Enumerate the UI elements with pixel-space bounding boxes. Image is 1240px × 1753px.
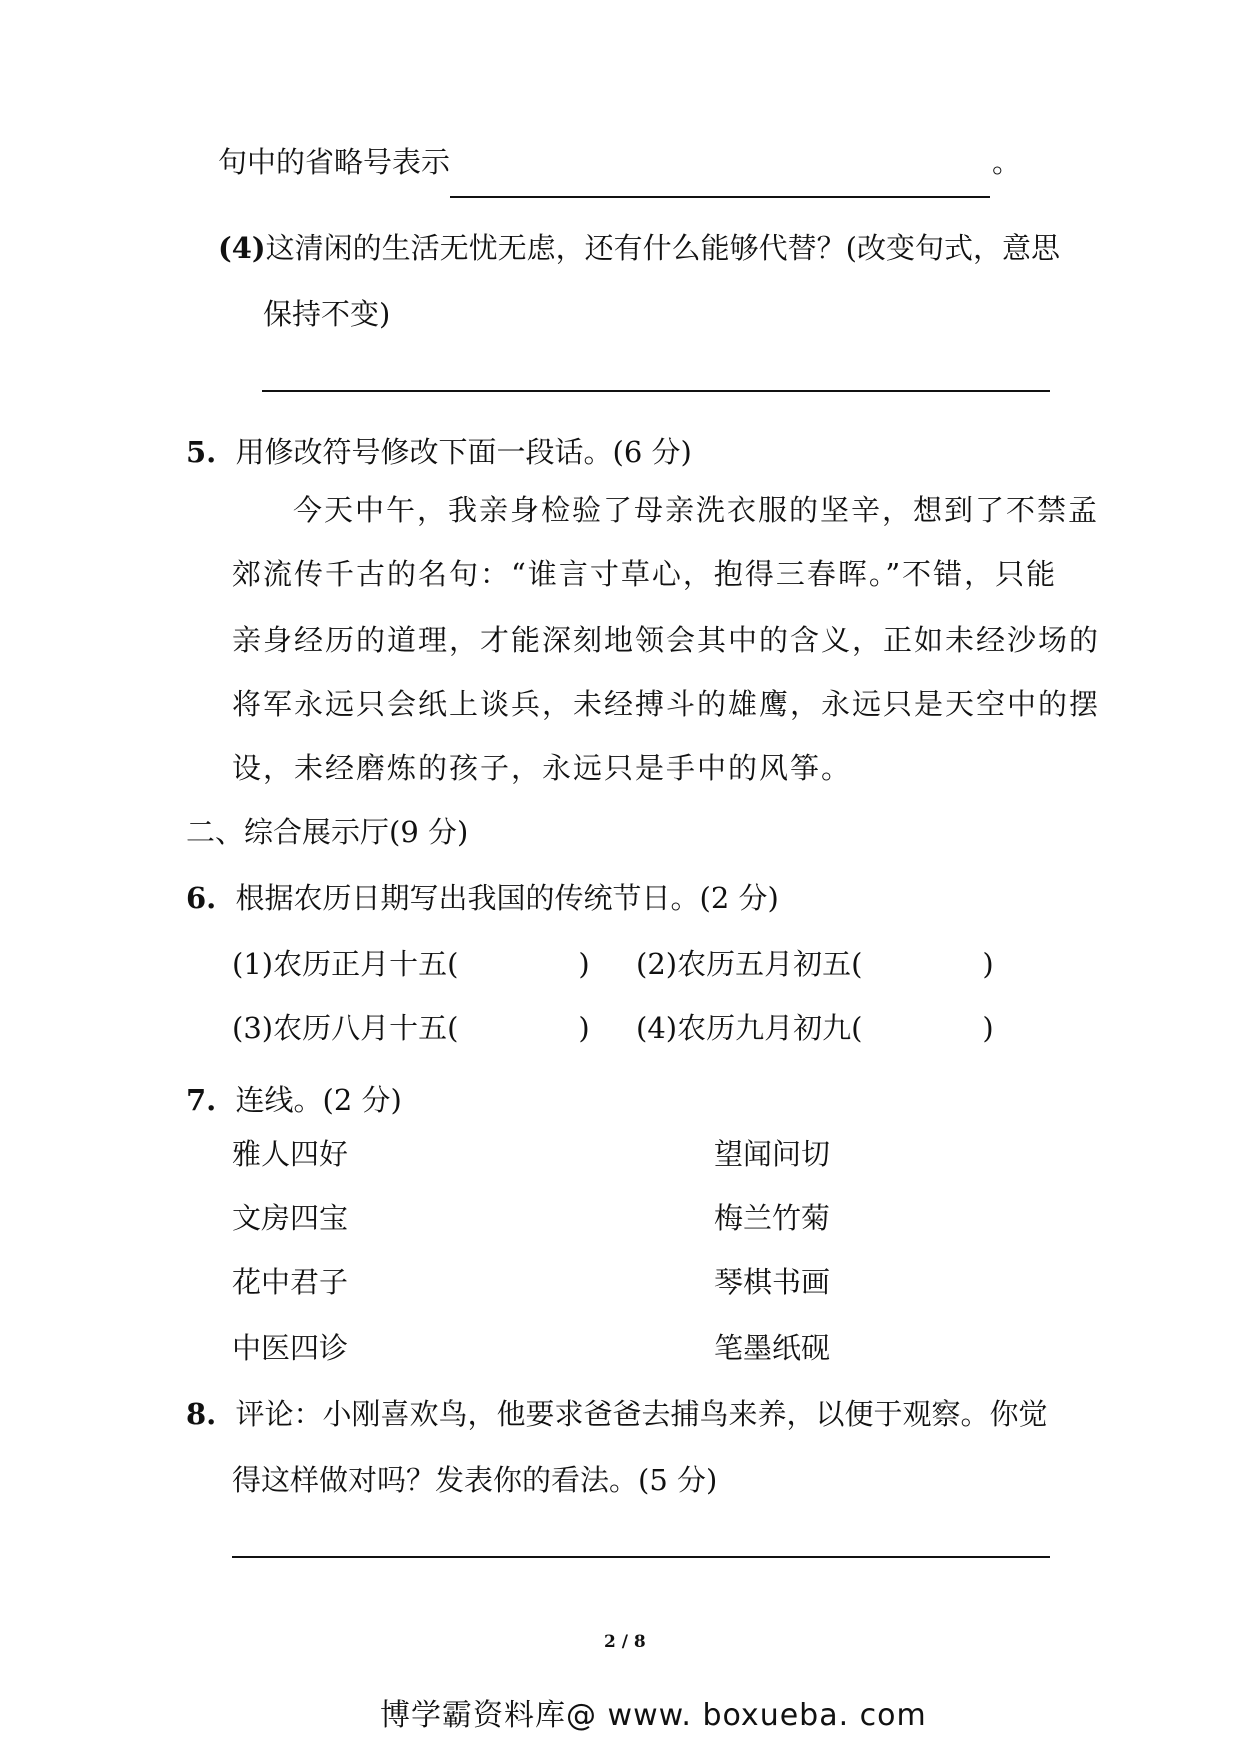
q5-number: 5. [186, 435, 217, 469]
q5-heading [186, 432, 692, 472]
q5-paragraph-line-3: 亲身经历的道理，才能深刻地领会其中的含义，正如未经沙场的 [232, 623, 1101, 657]
q5-paragraph-line-4: 将军永远只会纸上谈兵，未经搏斗的雄鹰，永远只是天空中的摆 [232, 687, 1101, 721]
q7-left-item[interactable]: 文房四宝 [232, 1201, 349, 1235]
q7-left-item[interactable]: 雅人四好 [232, 1137, 349, 1171]
q6-item-3[interactable]: (3)农历八月十五( ) [232, 1011, 590, 1045]
q6-item-1[interactable]: (1)农历正月十五( ) [232, 947, 590, 981]
section-2-title: 二、综合展示厅(9 分) [186, 815, 469, 849]
q7-heading [186, 1080, 402, 1120]
answer-line-sub4[interactable] [262, 390, 1050, 392]
q4-sub4-text2: 保持不变) [263, 297, 391, 331]
q7-right-item[interactable]: 琴棋书画 [714, 1265, 831, 1299]
q7-right-item[interactable]: 笔墨纸砚 [714, 1331, 831, 1365]
q5-paragraph-line-5: 设，未经磨炼的孩子，永远只是手中的风筝。 [232, 751, 853, 785]
q8-prompt-line1: 评论：小刚喜欢鸟，他要求爸爸去捕鸟来养，以便于观察。你觉 [235, 1397, 1048, 1431]
q7-prompt: 连线。(2 分) [235, 1083, 402, 1117]
q8-number: 8. [186, 1397, 217, 1431]
q5-paragraph-line-2: 郊流传千古的名句：“谁言寸草心，抱得三春晖。”不错，只能 [232, 557, 1058, 591]
q4-sub4-text: 这清闲的生活无忧无虑，还有什么能够代替？(改变句式，意思 [265, 231, 1060, 265]
q6-item-2[interactable]: (2)农历五月初五( ) [636, 947, 994, 981]
q5-paragraph-line-1: 今天中午，我亲身检验了母亲洗衣服的坚辛，想到了不禁孟 [293, 493, 1100, 527]
q4-sub4 [218, 228, 1060, 268]
q7-number: 7. [186, 1083, 217, 1117]
q4-line1-suffix: 。 [992, 145, 1022, 179]
q4-line1-prefix: 句中的省略号表示 [218, 145, 451, 179]
answer-line-q8[interactable] [232, 1556, 1050, 1558]
q4-sub4-label: (4) [218, 231, 266, 265]
answer-line-ellipsis[interactable] [450, 196, 990, 198]
q7-left-item[interactable]: 花中君子 [232, 1265, 349, 1299]
q6-heading [186, 878, 779, 918]
page-number: 2 / 8 [604, 1632, 646, 1652]
watermark: 博学霸资料库@ www. boxueba. com [380, 1698, 927, 1733]
q6-number: 6. [186, 881, 217, 915]
q5-prompt: 用修改符号修改下面一段话。(6 分) [235, 435, 692, 469]
q7-right-item[interactable]: 望闻问切 [714, 1137, 831, 1171]
q8-heading [186, 1394, 1048, 1434]
q6-prompt: 根据农历日期写出我国的传统节日。(2 分) [235, 881, 779, 915]
q6-item-4[interactable]: (4)农历九月初九( ) [636, 1011, 994, 1045]
q8-prompt-line2: 得这样做对吗？发表你的看法。(5 分) [232, 1463, 718, 1497]
q7-right-item[interactable]: 梅兰竹菊 [714, 1201, 831, 1235]
q4-line1 [218, 142, 450, 182]
q7-left-item[interactable]: 中医四诊 [232, 1331, 349, 1365]
